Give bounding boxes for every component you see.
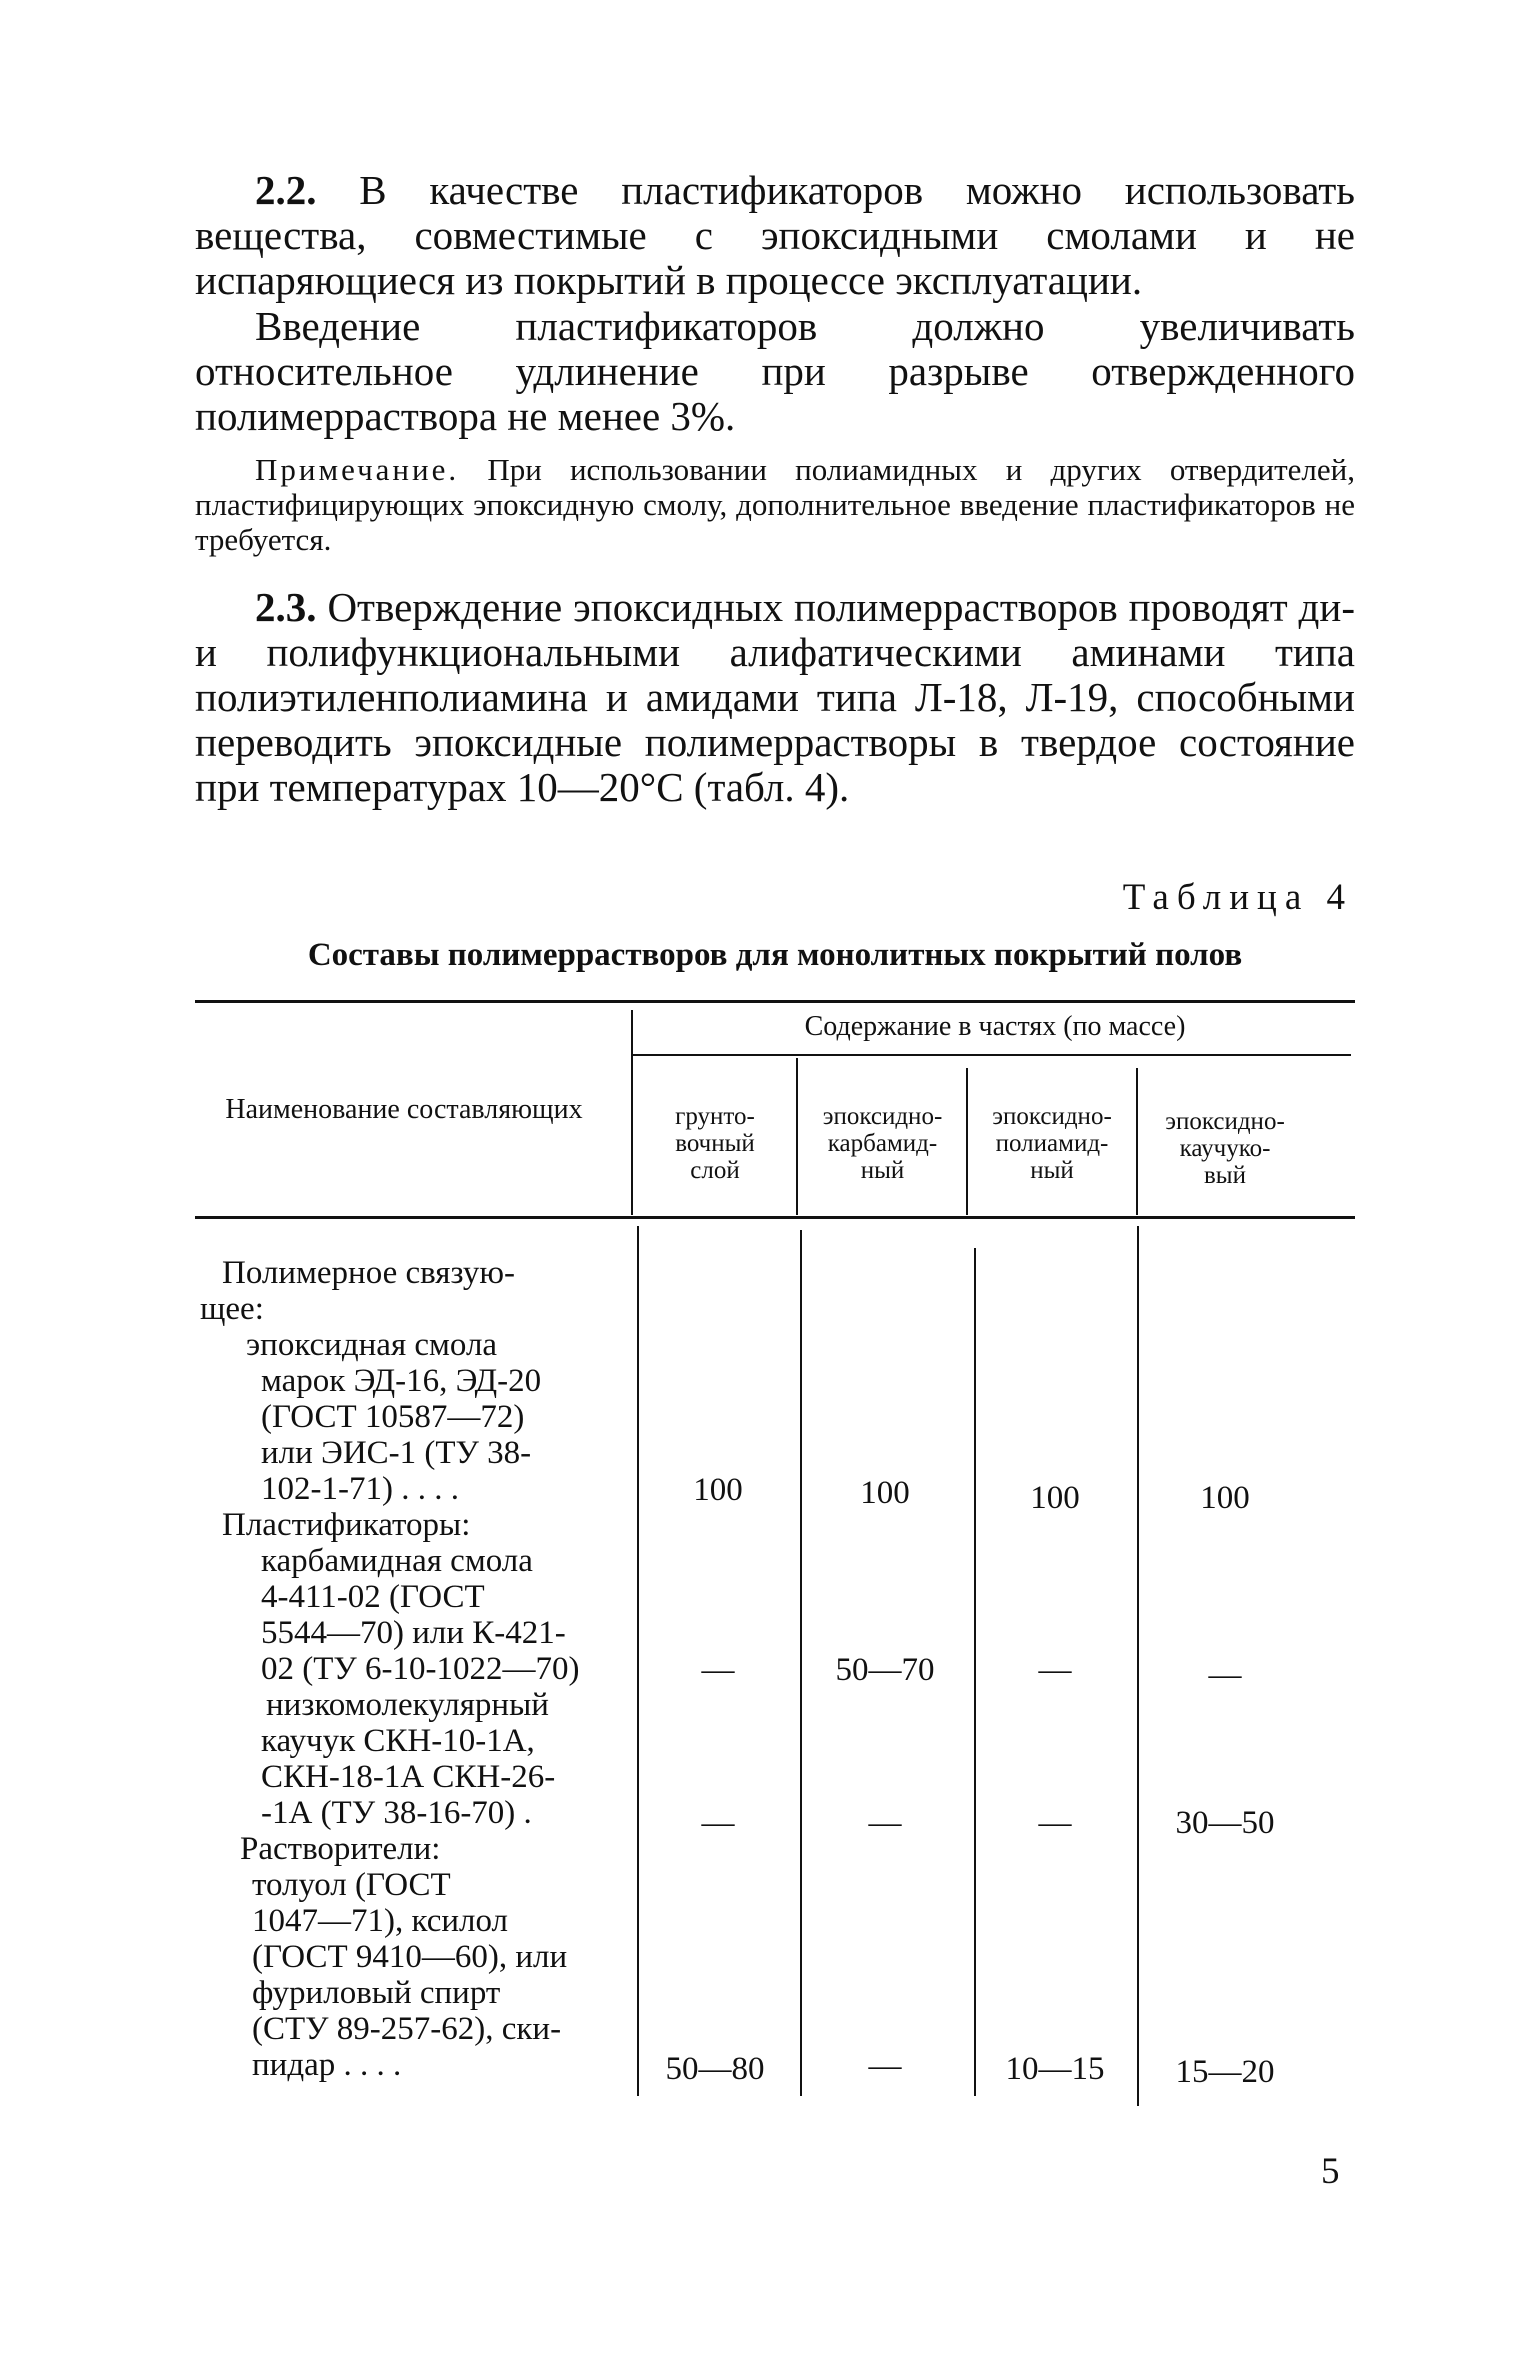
component-line: СКН-18-1А СКН-26- — [261, 1759, 556, 1795]
cell-carbamide-epoxy-rubber: — — [1208, 1657, 1242, 1693]
header-col-epoxy-carbamide-line3: ный — [860, 1157, 905, 1184]
header-col-primer-line2: вочный — [675, 1130, 755, 1157]
page-number: 5 — [1321, 2151, 1340, 2192]
component-line: эпоксидная смола — [246, 1327, 498, 1363]
cell-rubber-epoxy-polyamide: — — [1038, 1805, 1072, 1841]
header-col-epoxy-rubber-line2: каучуко- — [1179, 1135, 1271, 1162]
header-col-epoxy-polyamide-line3: ный — [1030, 1157, 1074, 1184]
cell-resin-epoxy-polyamide: 100 — [1030, 1480, 1080, 1516]
component-line: каучук СКН-10-1А, — [261, 1723, 535, 1759]
cell-carbamide-epoxy-polyamide: — — [1038, 1652, 1072, 1688]
cell-solvent-primer: 50—80 — [665, 2051, 765, 2087]
cell-resin-primer: 100 — [693, 1472, 743, 1508]
component-line: пидар . . . . — [252, 2047, 402, 2083]
section-2-2-text: В качестве пластификаторов можно использовать вещества, совместимые с эпоксидными смолами и не испаряющиеся из покрытий в процессе эксплуатации. — [195, 167, 1356, 303]
section-2-2-text2: Введение пластификаторов должно увеличивать относительное удлинение при разрыве отвержденного полимерраствора не менее 3%. — [195, 303, 1355, 439]
component-line: щее: — [200, 1291, 264, 1327]
cell-carbamide-primer: — — [701, 1652, 735, 1688]
component-line: Растворители: — [240, 1831, 441, 1867]
header-col-epoxy-rubber-line1: эпоксидно- — [1165, 1108, 1285, 1135]
component-line: 4-411-02 (ГОСТ — [261, 1579, 485, 1615]
component-line: 02 (ТУ 6-10-1022—70) — [261, 1651, 580, 1687]
cell-resin-epoxy-rubber: 100 — [1200, 1480, 1250, 1516]
component-line: (СТУ 89-257-62), ски- — [252, 2011, 562, 2047]
component-line: 5544—70) или К-421- — [261, 1615, 566, 1651]
cell-rubber-primer: — — [701, 1805, 735, 1841]
header-col-epoxy-polyamide-line2: полиамид- — [995, 1130, 1109, 1157]
section-2-3-text: Отверждение эпоксидных полимеррастворов проводят ди- и полифункциональными алифатическими аминами типа полиэтиленполиамина и амидами типа Л-18, Л-19, способными переводить эпоксидные полимеррастворы в твердое состояние при температурах 10—20°С (табл. 4). — [195, 584, 1355, 810]
component-line: 102-1-71) . . . . — [261, 1471, 459, 1507]
note-text: При использовании полиамидных и других отвердителей, пластифицирующих эпоксидную смолу, дополнительное введение пластификаторов не требуется. — [195, 452, 1355, 557]
component-line: (ГОСТ 10587—72) — [261, 1399, 525, 1435]
section-number-2-2: 2.2. — [255, 167, 317, 213]
component-line: карбамидная смола — [261, 1543, 533, 1579]
header-col-epoxy-rubber-line3: вый — [1204, 1162, 1246, 1189]
component-line: толуол (ГОСТ — [252, 1867, 451, 1903]
component-line: Пластификаторы: — [222, 1507, 471, 1543]
cell-resin-epoxy-carbamide: 100 — [860, 1475, 910, 1511]
table-title: Составы полимеррастворов для монолитных покрытий полов — [307, 937, 1243, 973]
header-col-primer-line1: грунто- — [675, 1103, 755, 1130]
component-line: или ЭИС-1 (ТУ 38- — [261, 1435, 532, 1471]
header-group-title: Содержание в частях (по массе) — [804, 1011, 1186, 1042]
note-label: Примечание. — [255, 452, 460, 487]
cell-rubber-epoxy-carbamide: — — [868, 1805, 902, 1841]
header-col-epoxy-carbamide-line2: карбамид- — [827, 1130, 938, 1157]
component-line: фуриловый спирт — [252, 1975, 501, 2011]
header-col-epoxy-carbamide-line1: эпоксидно- — [822, 1103, 943, 1130]
component-line: -1А (ТУ 38-16-70) . — [261, 1795, 532, 1831]
table-label: Таблица 4 — [1122, 877, 1353, 918]
component-line: низкомолекулярный — [266, 1687, 549, 1723]
component-line: Полимерное связую- — [222, 1255, 515, 1291]
component-line: марок ЭД-16, ЭД-20 — [261, 1363, 542, 1399]
header-col-primer-line3: слой — [690, 1157, 740, 1184]
section-number-2-3: 2.3. — [255, 584, 317, 630]
cell-solvent-epoxy-carbamide: — — [868, 2048, 902, 2084]
cell-rubber-epoxy-rubber: 30—50 — [1175, 1805, 1275, 1841]
component-line: 1047—71), ксилол — [252, 1903, 509, 1939]
cell-solvent-epoxy-rubber: 15—20 — [1175, 2054, 1275, 2090]
header-col-epoxy-polyamide-line1: эпоксидно- — [992, 1103, 1112, 1130]
header-component-name: Наименование составляющих — [225, 1094, 583, 1125]
cell-carbamide-epoxy-carbamide: 50—70 — [835, 1652, 935, 1688]
component-line: (ГОСТ 9410—60), или — [252, 1939, 568, 1975]
cell-solvent-epoxy-polyamide: 10—15 — [1005, 2051, 1105, 2087]
